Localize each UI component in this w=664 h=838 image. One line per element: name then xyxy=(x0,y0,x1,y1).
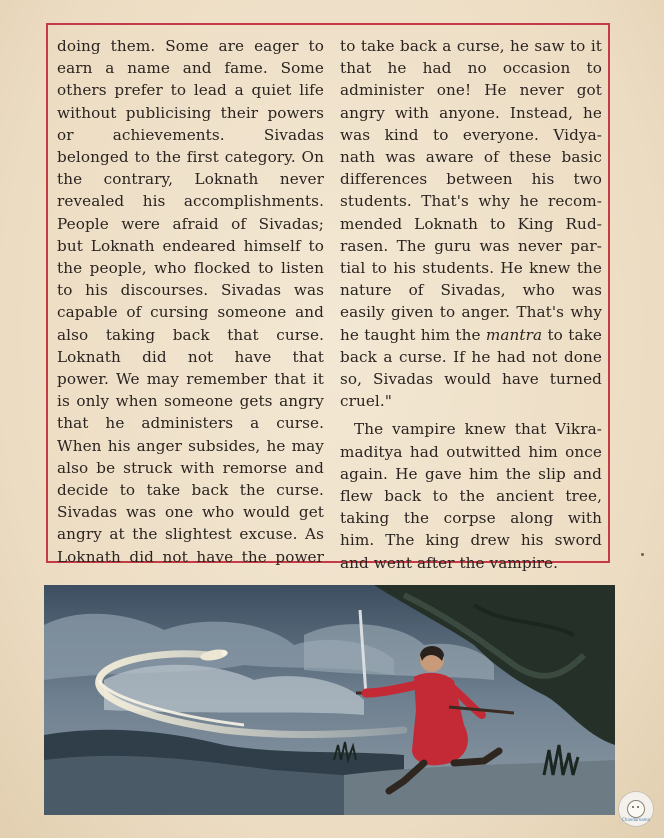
text-line: also be struck with remorse and xyxy=(57,458,324,477)
left-column xyxy=(57,35,324,568)
text-line: without publicising their powers xyxy=(57,103,324,122)
text-line: tial to his students. He knew the xyxy=(340,259,602,278)
column-divider xyxy=(329,33,330,553)
vampire-head xyxy=(221,650,227,656)
text-line: taking the corpse along with xyxy=(340,509,602,528)
text-line: easily given to anger. That's why xyxy=(340,303,602,322)
italic-word: mantra xyxy=(485,325,543,344)
text-line: When his anger subsides, he may xyxy=(57,436,324,455)
text-line: nath was aware of these basic xyxy=(340,148,602,167)
illustration-scene xyxy=(44,585,615,815)
text-line: or achievements. Sivadas xyxy=(57,125,324,144)
text-line: maditya had outwitted him once xyxy=(340,442,602,461)
text-line: decide to take back the curse. xyxy=(57,481,324,500)
paper-speck xyxy=(641,553,644,556)
text-line-mantra xyxy=(340,324,602,346)
story-illustration xyxy=(44,585,615,815)
text-line: revealed his accomplishments. xyxy=(57,192,324,211)
text-line: angry at the slightest excuse. As xyxy=(57,525,324,544)
text-line: differences between his two xyxy=(340,170,602,189)
text-line: Loknath did not have that xyxy=(57,347,324,366)
text-line: that he had no occasion to xyxy=(340,59,602,78)
text-line: so, Sivadas would have turned xyxy=(340,370,602,389)
text-line: power. We may remember that it xyxy=(57,370,324,389)
text-frame xyxy=(46,23,610,572)
text-line: doing them. Some are eager to xyxy=(57,37,324,55)
text-fragment: he taught him the xyxy=(340,325,486,344)
text-line: People were afraid of Sivadas; xyxy=(57,214,324,233)
text-line: belonged to the first category. On xyxy=(57,148,324,167)
text-line: the contrary, Loknath never xyxy=(57,170,324,189)
text-line: Loknath did not have the power xyxy=(57,547,324,566)
text-line: capable of cursing someone and xyxy=(57,303,324,322)
smiley-icon xyxy=(627,800,645,818)
text-line: flew back to the ancient tree, xyxy=(340,487,602,506)
watermark-badge xyxy=(618,791,654,827)
text-line: is only when someone gets angry xyxy=(57,392,324,411)
text-line: administer one! He never got xyxy=(340,81,602,100)
text-fragment: to take xyxy=(542,325,602,344)
text-line: earn a name and fame. Some xyxy=(57,59,324,78)
text-line: was kind to everyone. Vidya- xyxy=(340,125,602,144)
text-line: also taking back that curse. xyxy=(57,325,324,344)
text-line: Sivadas was one who would get xyxy=(57,503,324,522)
text-line: cruel." xyxy=(340,392,392,411)
text-line: others prefer to lead a quiet life xyxy=(57,81,324,100)
watermark-text: Chandamama xyxy=(622,817,650,822)
text-line: rasen. The guru was never par- xyxy=(340,236,602,255)
text-line: The vampire knew that Vikra- xyxy=(354,420,602,439)
text-line: again. He gave him the slip and xyxy=(340,464,602,483)
text-line: nature of Sivadas, who was xyxy=(340,281,602,300)
text-line: to take back a curse, he saw to it xyxy=(340,37,602,55)
text-line: angry with anyone. Instead, he xyxy=(340,103,602,122)
text-line: the people, who flocked to listen xyxy=(57,259,324,278)
text-line: students. That's why he recom- xyxy=(340,192,602,211)
text-line: and went after the vampire. xyxy=(340,553,559,572)
text-line: that he administers a curse. xyxy=(57,414,324,433)
text-line: but Loknath endeared himself to xyxy=(57,236,324,255)
text-line: him. The king drew his sword xyxy=(340,531,602,550)
right-column xyxy=(340,35,602,574)
text-line: back a curse. If he had not done xyxy=(340,347,602,366)
text-line: to his discourses. Sivadas was xyxy=(57,281,324,300)
text-line: mended Loknath to King Rud- xyxy=(340,214,602,233)
